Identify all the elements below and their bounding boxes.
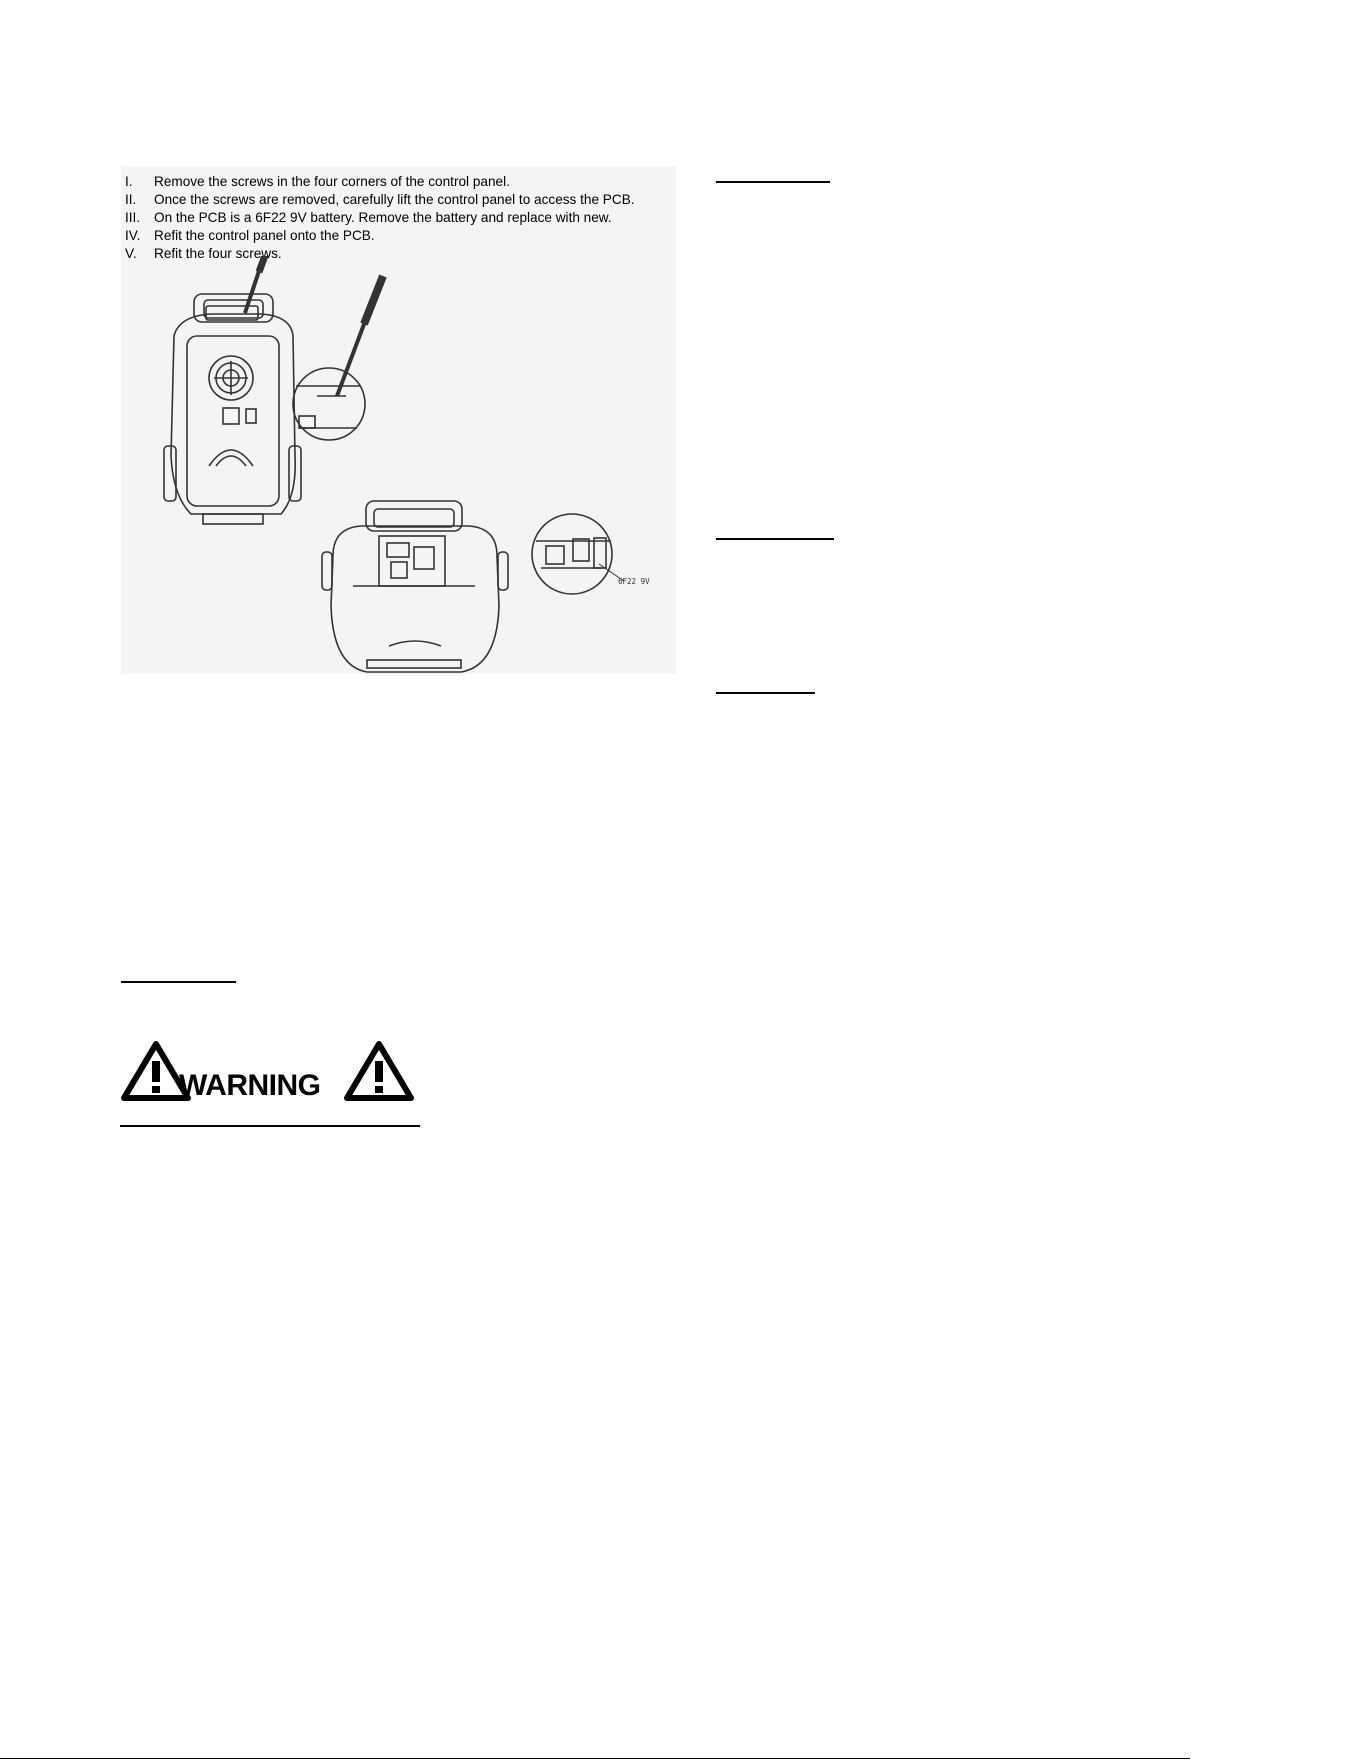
step-item	[125, 191, 635, 209]
battery-detail-zoom	[532, 514, 624, 594]
step-text: On the PCB is a 6F22 9V battery. Remove the battery and replace with new.	[154, 210, 612, 225]
battery-replacement-panel	[121, 166, 676, 674]
screw-detail-zoom	[293, 276, 383, 440]
section-heading-rule	[716, 538, 834, 540]
step-text: Remove the screws in the four corners of the control panel.	[154, 174, 510, 189]
section-heading-rule	[716, 181, 830, 183]
warning-triangle-icon	[344, 1040, 414, 1102]
warning-banner	[121, 1040, 414, 1102]
step-number: II.	[125, 192, 137, 207]
step-number: III.	[125, 210, 141, 225]
step-number: I.	[125, 174, 133, 189]
dehumidifier-illustration	[121, 256, 676, 674]
battery-callout-label: 6F22 9V	[618, 577, 650, 586]
instruction-steps	[125, 173, 635, 263]
step-item	[125, 227, 635, 245]
footer-rule	[0, 1758, 1190, 1759]
unit-top-view	[322, 501, 508, 672]
step-text: Once the screws are removed, carefully lift the control panel to access the PCB.	[154, 192, 635, 207]
section-heading-rule	[121, 981, 236, 983]
step-item	[125, 209, 635, 227]
step-number: IV.	[125, 228, 141, 243]
unit-rear-view	[164, 256, 301, 524]
section-heading-rule	[716, 692, 815, 694]
step-text: Refit the four screws.	[154, 246, 282, 261]
warning-label: WARNING	[179, 1069, 321, 1102]
step-number: V.	[125, 246, 137, 261]
step-item	[125, 173, 635, 191]
step-text: Refit the control panel onto the PCB.	[154, 228, 375, 243]
warning-underline	[120, 1125, 420, 1127]
